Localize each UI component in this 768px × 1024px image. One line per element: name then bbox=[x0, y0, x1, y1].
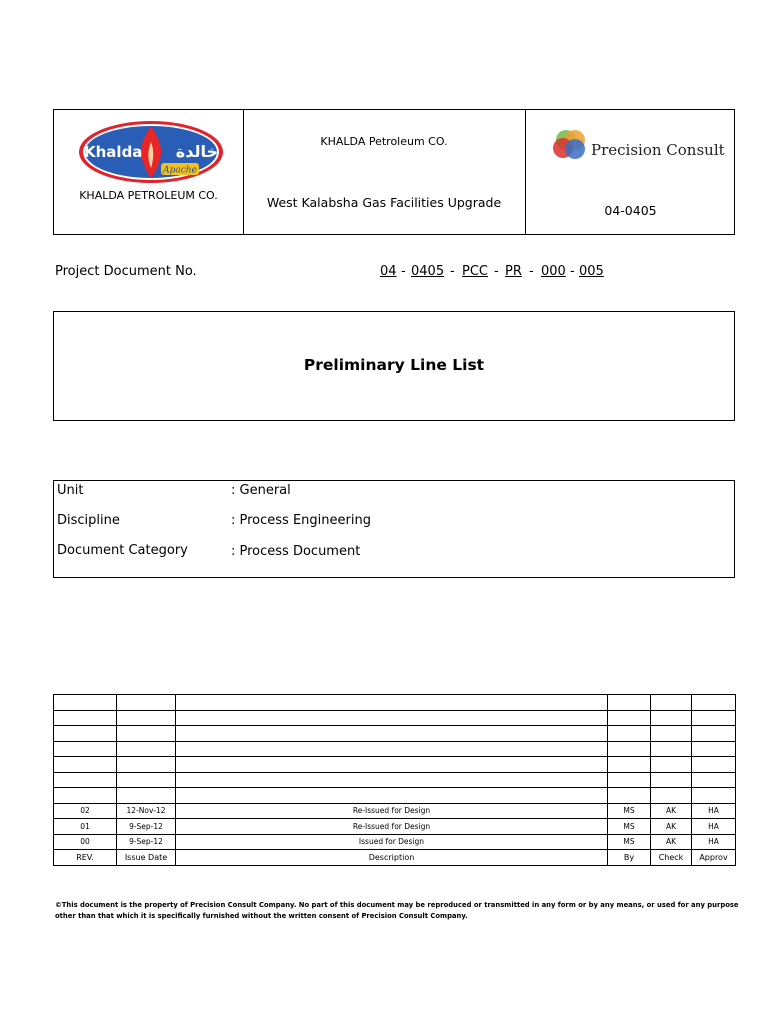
info-value-unit: : General bbox=[231, 483, 291, 498]
check-cell: AK bbox=[651, 834, 692, 850]
header-approv: Approv bbox=[692, 850, 736, 866]
doc-part-discipline: PR bbox=[505, 264, 522, 279]
doc-part-originator: PCC bbox=[462, 264, 488, 279]
header-divider bbox=[243, 110, 244, 234]
doc-part-project: 0405 bbox=[411, 264, 445, 279]
by-cell: MS bbox=[608, 834, 651, 850]
description-cell: Re-Issued for Design bbox=[176, 803, 608, 819]
table-row bbox=[54, 834, 736, 850]
doc-separator: - bbox=[494, 264, 499, 279]
header-check: Check bbox=[651, 850, 692, 866]
logo-text-en: Khalda bbox=[84, 143, 143, 161]
table-row bbox=[54, 710, 736, 726]
check-cell: AK bbox=[651, 819, 692, 835]
info-label-unit: Unit bbox=[57, 483, 84, 498]
doc-part-sequence: 005 bbox=[579, 264, 604, 279]
left-company-name: KHALDA PETROLEUM CO. bbox=[79, 189, 218, 202]
doc-number-label: Project Document No. bbox=[55, 264, 197, 279]
logo-text-ar: خالدة bbox=[175, 142, 218, 161]
doc-part-area: 04 bbox=[380, 264, 397, 279]
header-rev: REV. bbox=[54, 850, 117, 866]
info-label-category: Document Category bbox=[57, 543, 188, 558]
by-cell: MS bbox=[608, 819, 651, 835]
approv-cell: HA bbox=[692, 803, 736, 819]
date-cell: 9-Sep-12 bbox=[117, 819, 176, 835]
doc-separator: - bbox=[401, 264, 406, 279]
table-row bbox=[54, 741, 736, 757]
table-row bbox=[54, 803, 736, 819]
check-cell: AK bbox=[651, 803, 692, 819]
project-name: West Kalabsha Gas Facilities Upgrade bbox=[266, 195, 502, 210]
rev-cell: 02 bbox=[54, 803, 117, 819]
khalda-logo bbox=[78, 120, 224, 184]
doc-separator: - bbox=[450, 264, 455, 279]
date-cell: 12-Nov-12 bbox=[117, 803, 176, 819]
table-row bbox=[54, 772, 736, 788]
info-value-category: : Process Document bbox=[231, 544, 361, 559]
revision-table bbox=[53, 694, 736, 866]
table-row bbox=[54, 788, 736, 804]
approv-cell: HA bbox=[692, 819, 736, 835]
center-company-name: KHALDA Petroleum CO. bbox=[320, 135, 448, 148]
rev-cell: 01 bbox=[54, 819, 117, 835]
header-description: Description bbox=[176, 850, 608, 866]
doc-separator: - bbox=[529, 264, 534, 279]
approv-cell: HA bbox=[692, 834, 736, 850]
doc-separator: - bbox=[570, 264, 575, 279]
info-value-discipline: : Process Engineering bbox=[231, 513, 371, 528]
table-header-row bbox=[54, 850, 736, 866]
by-cell: MS bbox=[608, 803, 651, 819]
document-title: Preliminary Line List bbox=[303, 356, 485, 374]
header-by: By bbox=[608, 850, 651, 866]
description-cell: Re-Issued for Design bbox=[176, 819, 608, 835]
description-cell: Issued for Design bbox=[176, 834, 608, 850]
rev-cell: 00 bbox=[54, 834, 117, 850]
header-date: Issue Date bbox=[117, 850, 176, 866]
doc-part-type: 000 bbox=[541, 264, 566, 279]
info-label-discipline: Discipline bbox=[57, 513, 120, 528]
logo-sub: Apache bbox=[163, 165, 197, 176]
precision-consult-logo bbox=[551, 127, 591, 161]
table-row bbox=[54, 757, 736, 773]
table-row bbox=[54, 819, 736, 835]
consultant-name: Precision Consult bbox=[591, 141, 725, 159]
table-row bbox=[54, 695, 736, 711]
date-cell: 9-Sep-12 bbox=[117, 834, 176, 850]
title-box bbox=[53, 311, 735, 421]
copyright-notice: ©This document is the property of Precision Consult Company. No part of this document may be reproduced or transmitted in any form or by any means, or used for any purpose other than that which it is specifically furnished without the written consent of Precision Consult Company. bbox=[55, 901, 739, 920]
info-box bbox=[53, 480, 735, 578]
project-code: 04-0405 bbox=[604, 203, 657, 218]
header-block bbox=[53, 109, 735, 235]
table-row bbox=[54, 726, 736, 742]
